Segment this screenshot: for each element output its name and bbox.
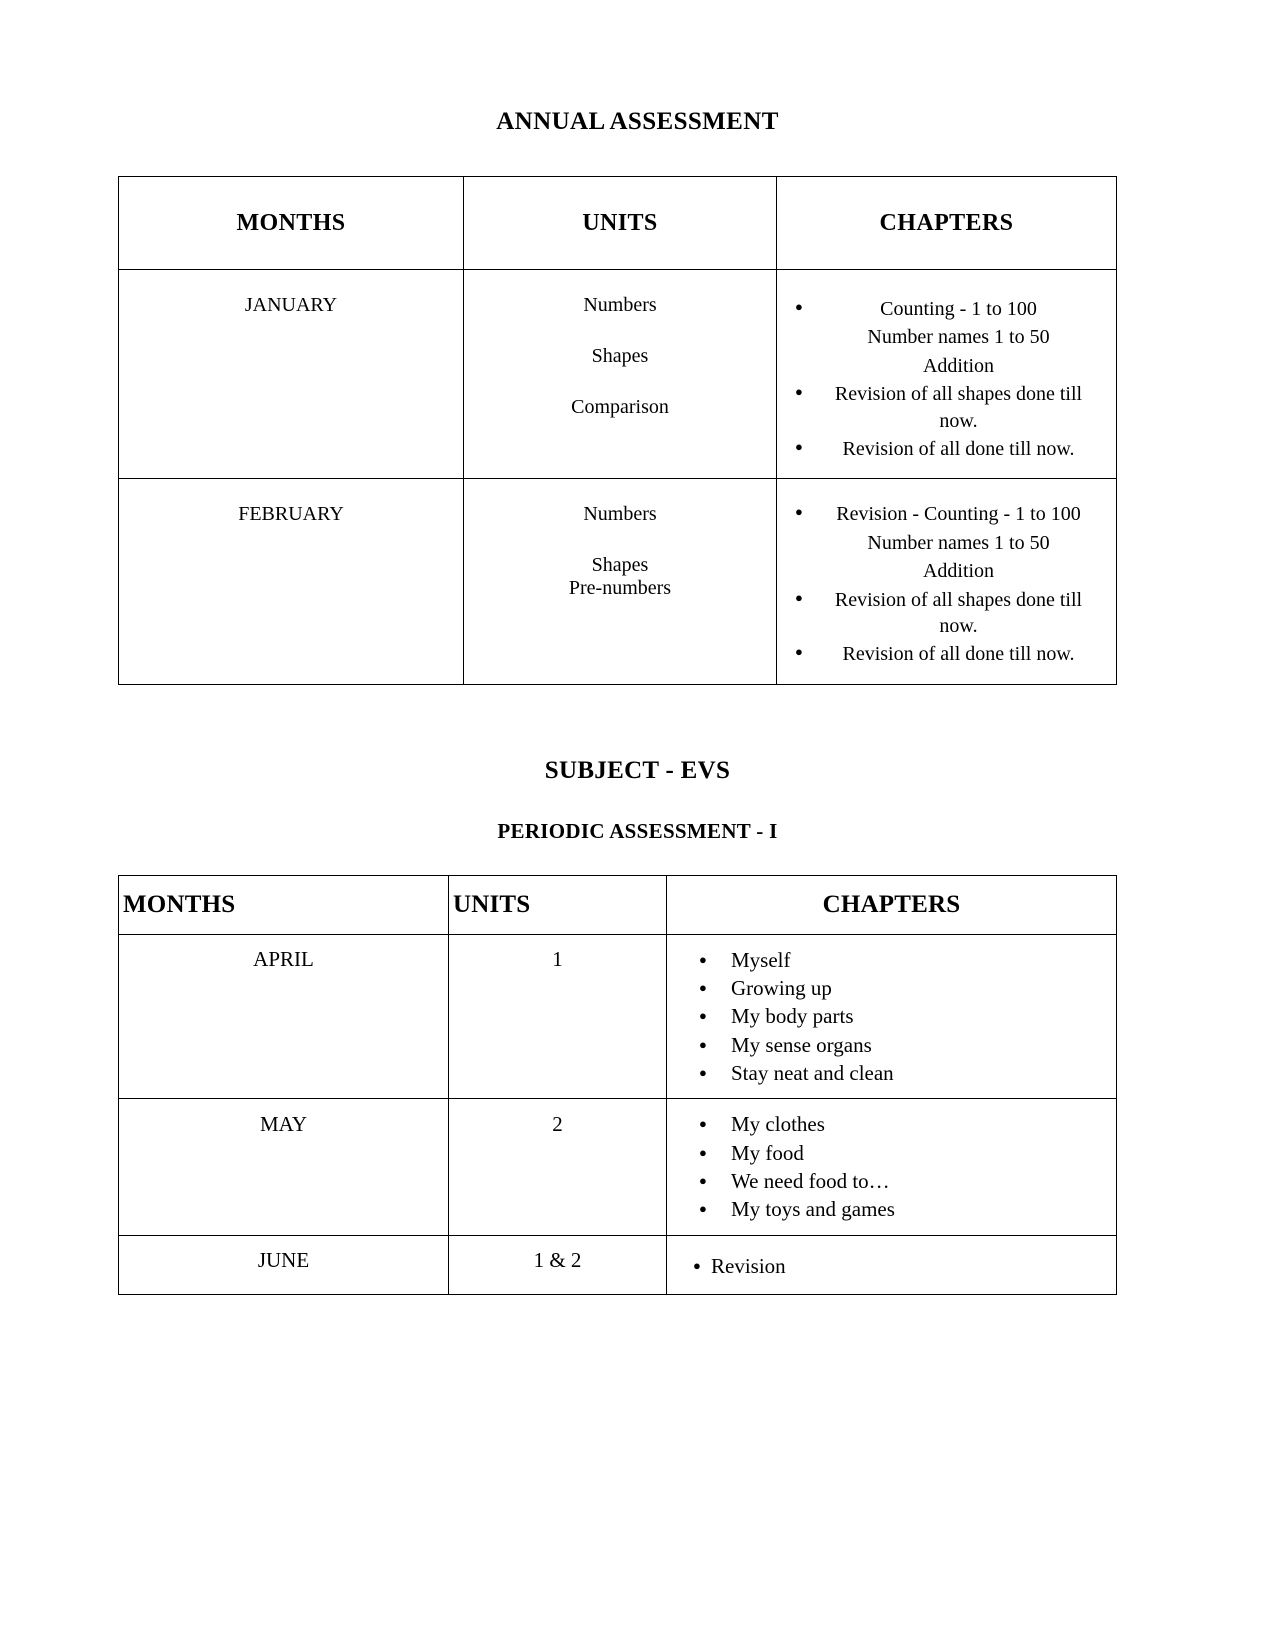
list-item: ● My body parts — [693, 1002, 1108, 1030]
chapters-cell — [777, 270, 1117, 479]
chapters-cell — [667, 1099, 1117, 1235]
table-row — [119, 1235, 1117, 1294]
unit-item: Shapes — [591, 554, 649, 577]
evs-periodic-table-wrapper — [118, 875, 1116, 1295]
table-row — [119, 934, 1117, 1099]
list-item: ● Revision of all done till now. — [787, 436, 1106, 462]
periodic-assessment-heading: PERIODIC ASSESSMENT - I — [497, 818, 778, 843]
unit-item: Shapes — [591, 345, 649, 367]
page-title: ANNUAL ASSESSMENT — [496, 108, 779, 135]
chapters-list — [787, 501, 1106, 667]
table-header-row — [119, 177, 1117, 270]
month-cell: MAY — [119, 1099, 449, 1235]
chapters-cell — [667, 1235, 1117, 1294]
list-item: Number names 1 to 50 — [867, 531, 1050, 554]
list-item: ● Revision of all shapes done till now. — [787, 381, 1106, 434]
evs-periodic-table — [118, 875, 1117, 1295]
list-item: ● My clothes — [693, 1110, 1108, 1138]
chapters-cell — [667, 934, 1117, 1099]
unit-item: Pre-numbers — [568, 577, 672, 600]
list-item: ● Growing up — [693, 974, 1108, 1002]
list-item: ● Revision of all shapes done till now. — [787, 587, 1106, 640]
list-item: ● Stay neat and clean — [693, 1059, 1108, 1087]
unit-cell: 2 — [449, 1099, 667, 1235]
list-item: ● Counting - 1 to 100 — [787, 296, 1106, 322]
header-chapters: CHAPTERS — [777, 177, 1117, 270]
units-cell — [464, 479, 777, 684]
header-units: UNITS — [449, 875, 667, 934]
list-item: ● Revision — [693, 1252, 1108, 1280]
units-cell — [464, 270, 777, 479]
unit-item: Numbers — [583, 503, 657, 526]
list-item: ● Revision - Counting - 1 to 100 — [787, 501, 1106, 527]
annual-assessment-table — [118, 176, 1117, 685]
header-units: UNITS — [464, 177, 777, 270]
table-row — [119, 1099, 1117, 1235]
list-item: Number names 1 to 50 — [867, 326, 1050, 349]
subject-heading: SUBJECT - EVS — [544, 756, 731, 784]
unit-item: Numbers — [583, 294, 657, 316]
list-item: ● Myself — [693, 946, 1108, 974]
table-header-row — [119, 875, 1117, 934]
header-chapters: CHAPTERS — [667, 875, 1117, 934]
table-row — [119, 270, 1117, 479]
list-item: Addition — [922, 354, 995, 377]
chapters-cell — [777, 479, 1117, 684]
chapters-list — [693, 1110, 1108, 1223]
chapters-list — [787, 296, 1106, 462]
header-months: MONTHS — [119, 177, 464, 270]
annual-assessment-table-wrapper — [118, 176, 1116, 685]
list-item: ● My food — [693, 1139, 1108, 1167]
month-cell: JANUARY — [119, 270, 464, 479]
unit-cell: 1 — [449, 934, 667, 1099]
header-months: MONTHS — [119, 875, 449, 934]
month-cell: FEBRUARY — [119, 479, 464, 684]
list-item: ● My toys and games — [693, 1195, 1108, 1223]
list-item: ● Revision of all done till now. — [787, 641, 1106, 667]
month-cell: JUNE — [119, 1235, 449, 1294]
list-item: ● My sense organs — [693, 1031, 1108, 1059]
unit-item: Comparison — [571, 396, 669, 418]
chapters-list — [693, 1252, 1108, 1280]
chapters-list — [693, 946, 1108, 1088]
unit-cell: 1 & 2 — [449, 1235, 667, 1294]
month-cell: APRIL — [119, 934, 449, 1099]
list-item: ● We need food to… — [693, 1167, 1108, 1195]
list-item: Addition — [922, 560, 995, 583]
table-row — [119, 479, 1117, 684]
